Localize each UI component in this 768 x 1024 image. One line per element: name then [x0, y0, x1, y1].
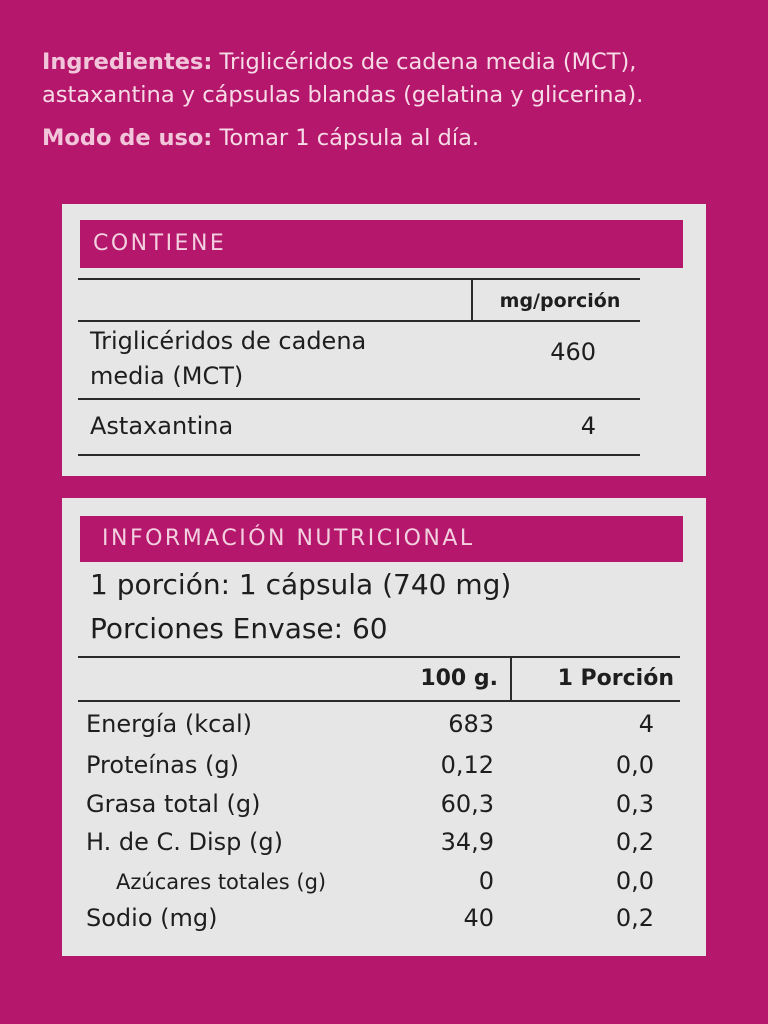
row-value-astaxantina: 4 — [580, 412, 596, 440]
nutrient-name: Proteínas (g) — [86, 751, 239, 779]
nutrient-per-portion: 0,2 — [615, 904, 654, 932]
nutrient-per-portion: 0,0 — [615, 867, 654, 895]
column-header-portion: 1 Porción — [557, 666, 674, 691]
nutrient-per-100g: 60,3 — [440, 790, 494, 818]
usage-paragraph — [42, 122, 742, 155]
contains-header-band: CONTIENE — [80, 220, 683, 268]
column-header-100g: 100 g. — [420, 666, 498, 691]
row-name-mct-line-2: media (MCT) — [90, 362, 244, 390]
nutrient-per-100g: 34,9 — [440, 828, 494, 856]
table-rule — [78, 700, 680, 702]
table-rule — [78, 398, 640, 400]
column-divider — [510, 656, 512, 700]
nutrient-name: Grasa total (g) — [86, 790, 261, 818]
ingredients-line-1: Triglicéridos de cadena media (MCT), — [219, 49, 637, 75]
nutrient-name: Energía (kcal) — [86, 710, 253, 738]
nutrient-per-100g: 0,12 — [440, 751, 494, 779]
usage-label: Modo de uso: — [42, 125, 213, 151]
row-name-mct-line-1: Triglicéridos de cadena — [90, 327, 367, 355]
nutrient-name-sub: Azúcares totales (g) — [116, 870, 327, 894]
row-name-mct — [90, 324, 366, 394]
servings-per-container: Porciones Envase: 60 — [90, 612, 388, 645]
nutrient-per-portion: 4 — [638, 710, 654, 738]
row-value-mct: 460 — [550, 338, 596, 366]
nutrient-per-100g: 40 — [463, 904, 494, 932]
nutrient-name: H. de C. Disp (g) — [86, 828, 284, 856]
ingredients-line-2: astaxantina y cápsulas blandas (gelatina y glicerina). — [42, 82, 644, 108]
nutrition-header-band: INFORMACIÓN NUTRICIONAL — [80, 516, 683, 562]
nutrient-per-portion: 0,2 — [615, 828, 654, 856]
table-rule — [78, 278, 640, 280]
contains-table — [62, 204, 706, 476]
product-description — [42, 46, 742, 155]
table-rule — [78, 320, 640, 322]
ingredients-label: Ingredientes: — [42, 49, 213, 75]
table-rule — [78, 656, 680, 658]
table-rule — [78, 454, 640, 456]
nutrition-facts-table — [62, 498, 706, 956]
nutrient-per-100g: 683 — [448, 710, 494, 738]
nutrient-name: Sodio (mg) — [86, 904, 218, 932]
nutrient-per-portion: 0,0 — [615, 751, 654, 779]
ingredients-paragraph — [42, 46, 742, 112]
nutrient-per-portion: 0,3 — [615, 790, 654, 818]
row-name-astaxantina: Astaxantina — [90, 412, 234, 440]
nutrient-per-100g: 0 — [478, 867, 494, 895]
column-header-mg-portion: mg/porción — [499, 290, 621, 312]
column-divider — [471, 278, 473, 322]
serving-size: 1 porción: 1 cápsula (740 mg) — [90, 568, 512, 601]
usage-text: Tomar 1 cápsula al día. — [219, 125, 480, 151]
